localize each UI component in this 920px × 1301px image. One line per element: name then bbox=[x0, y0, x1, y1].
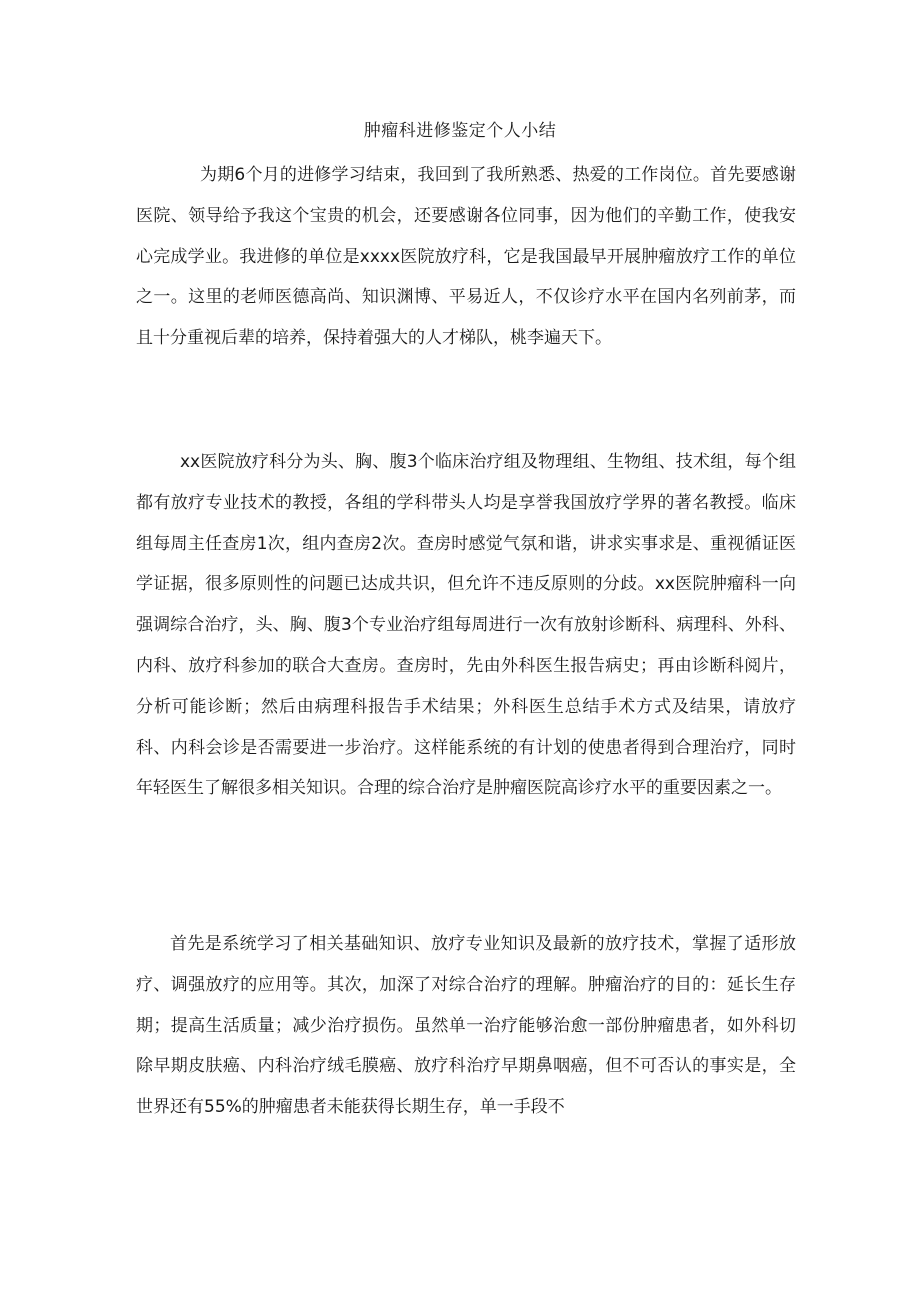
document-title: 肿瘤科进修鉴定个人小结 bbox=[363, 121, 557, 141]
paragraph-intro: 为期6个月的进修学习结束，我回到了我所熟悉、热爱的工作岗位。首先要感谢医院、领导给予我这个宝贵的机会，还要感谢各位同事，因为他们的辛勤工作，使我安心完成学业。我进修的单位是xxxx医院放疗科，它是我国最早开展肿瘤放疗工作的单位之一。这里的老师医德高尚、知识渊博、平易近人，不仅诊疗水平在国内名列前茅，而且十分重视后辈的培养，保持着强大的人才梯队，桃李遍天下。 bbox=[136, 165, 796, 349]
paragraph-department: xx医院放疗科分为头、胸、腹3个临床治疗组及物理组、生物组、技术组，每个组都有放疗专业技术的教授，各组的学科带头人均是享誉我国放疗学界的著名教授。临床组每周主任查房1次，组内查房2次。查房时感觉气氛和谐，讲求实事求是、重视循证医学证据，很多原则性的问题已达成共识，但允许不违反原则的分歧。xx医院肿瘤科一向强调综合治疗，头、胸、腹3个专业治疗组每周进行一次有放射诊断科、病理科、外科、内科、放疗科参加的联合大查房。查房时，先由外科医生报告病史；再由诊断科阅片，分析可能诊断；然后由病理科报告手术结果；外科医生总结手术方式及结果，请放疗科、内科会诊是否需要进一步治疗。这样能系统的有计划的使患者得到合理治疗，同时年轻医生了解很多相关知识。合理的综合治疗是肿瘤医院高诊疗水平的重要因素之一。 bbox=[136, 452, 796, 799]
paragraph-learning: 首先是系统学习了相关基础知识、放疗专业知识及最新的放疗技术，掌握了适形放疗、调强放疗的应用等。其次，加深了对综合治疗的理解。肿瘤治疗的目的：延长生存期；提高生活质量；减少治疗损伤。虽然单一治疗能够治愈一部份肿瘤患者，如外科切除早期皮肤癌、内科治疗绒毛膜癌、放疗科治疗早期鼻咽癌，但不可否认的事实是，全世界还有55%的肿瘤患者未能获得长期生存，单一手段不 bbox=[136, 934, 796, 1118]
